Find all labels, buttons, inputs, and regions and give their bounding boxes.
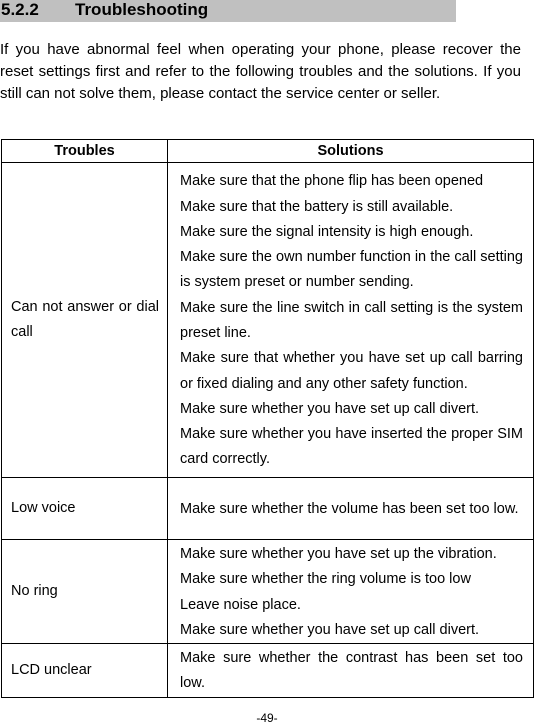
solution-item: Make sure whether you have inserted the proper SIM card correctly.	[180, 426, 523, 468]
table-row	[2, 478, 534, 540]
solution-item: Make sure the own number function in the call setting is system preset or number sending.	[180, 249, 523, 291]
trouble-cell: Can not answer or dial call	[2, 163, 168, 478]
header-solutions: Solutions	[168, 140, 534, 163]
solution-item: Make sure the signal intensity is high enough.	[180, 223, 474, 240]
trouble-cell: No ring	[2, 540, 168, 644]
table-row	[2, 540, 534, 644]
solution-item: Make sure whether you have set up call divert.	[180, 400, 480, 417]
solution-cell	[168, 478, 534, 540]
section-number: 5.2.2	[1, 0, 39, 19]
solution-item: Make sure whether you have set up the vibration.	[180, 546, 497, 562]
header-troubles: Troubles	[2, 140, 168, 163]
trouble-cell: LCD unclear	[2, 644, 168, 698]
solution-item: Make sure whether the volume has been set too low.	[180, 500, 519, 517]
intro-paragraph: If you have abnormal feel when operating your phone, please recover the reset settings first and refer to the following troubles and the solutions. If you still can not solve them, please contact the service center or seller.	[0, 41, 521, 102]
trouble-cell: Low voice	[2, 478, 168, 540]
solution-cell	[168, 163, 534, 478]
solution-item: Make sure whether the ring volume is too low	[180, 571, 471, 588]
solution-item: Make sure that whether you have set up call barring or fixed dialing and any other safety function.	[180, 350, 523, 392]
solution-item: Leave noise place.	[180, 596, 301, 613]
solution-item: Make sure the line switch in call setting is the system preset line.	[180, 299, 523, 341]
solution-item: Make sure that the phone flip has been opened	[180, 173, 484, 190]
table-row	[2, 163, 534, 478]
solution-item: Make sure whether you have set up call divert.	[180, 621, 480, 638]
solution-cell	[168, 644, 534, 698]
page-number: -49-	[256, 711, 278, 725]
solution-item: Make sure whether the contrast has been set too low.	[180, 650, 523, 692]
troubleshooting-table	[1, 139, 534, 698]
solution-item: Make sure that the battery is still available.	[180, 198, 454, 215]
section-title: Troubleshooting	[75, 0, 209, 19]
table-header-row	[2, 140, 534, 163]
table-row	[2, 644, 534, 698]
section-heading	[0, 0, 456, 22]
solution-cell	[168, 540, 534, 644]
